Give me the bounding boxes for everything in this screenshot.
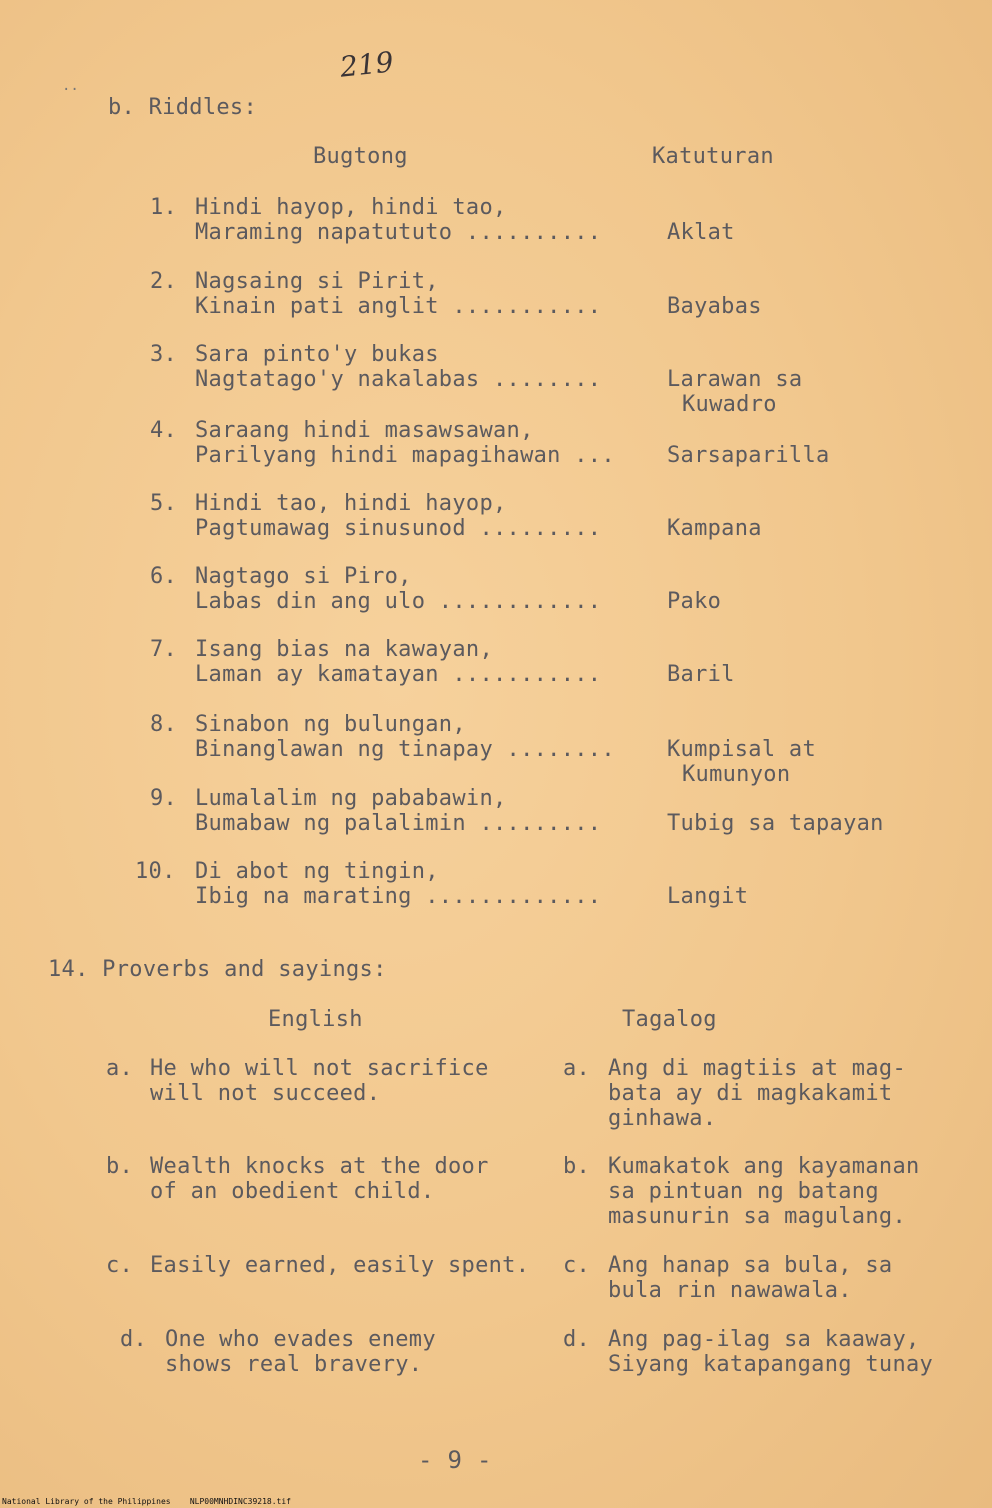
riddle-line-2: Pagtumawag sinusunod ......... bbox=[195, 516, 602, 541]
proverb-english-line: One who evades enemy bbox=[165, 1327, 436, 1352]
proverb-tagalog-line: bula rin nawawala. bbox=[608, 1278, 852, 1303]
proverb-tagalog-line: Ang pag-ilag sa kaaway, bbox=[608, 1327, 920, 1352]
riddle-line-1: Isang bias na kawayan, bbox=[195, 637, 493, 662]
riddle-answer-cont: Kuwadro bbox=[682, 392, 777, 417]
riddle-number: 2. bbox=[150, 269, 178, 294]
riddle-number: 1. bbox=[150, 195, 178, 220]
proverb-english-letter: b. bbox=[106, 1154, 134, 1179]
riddle-line-1: Nagsaing si Pirit, bbox=[195, 269, 439, 294]
proverb-tagalog-line: Ang di magtiis at mag- bbox=[608, 1056, 906, 1081]
proverb-tagalog-line: Ang hanap sa bula, sa bbox=[608, 1253, 893, 1278]
riddle-line-1: Hindi hayop, hindi tao, bbox=[195, 195, 507, 220]
riddle-answer: Tubig sa tapayan bbox=[667, 811, 884, 836]
riddle-answer: Bayabas bbox=[667, 294, 762, 319]
riddle-number: 10. bbox=[135, 859, 176, 884]
riddle-number: 4. bbox=[150, 418, 178, 443]
riddle-line-1: Saraang hindi masawsawan, bbox=[195, 418, 534, 443]
riddle-number: 5. bbox=[150, 491, 178, 516]
proverb-tagalog-line: sa pintuan ng batang bbox=[608, 1179, 879, 1204]
proverb-tagalog-letter: c. bbox=[563, 1253, 591, 1278]
proverb-english-line: Wealth knocks at the door bbox=[150, 1154, 489, 1179]
proverb-english-line: He who will not sacrifice bbox=[150, 1056, 489, 1081]
riddle-line-2: Kinain pati anglit ........... bbox=[195, 294, 602, 319]
riddle-line-1: Lumalalim ng pababawin, bbox=[195, 786, 507, 811]
riddle-answer: Kumpisal at bbox=[667, 737, 816, 762]
riddle-line-1: Di abot ng tingin, bbox=[195, 859, 439, 884]
proverb-english-line: of an obedient child. bbox=[150, 1179, 435, 1204]
riddle-answer-cont: Kumunyon bbox=[682, 762, 791, 787]
proverb-tagalog-line: ginhawa. bbox=[608, 1106, 717, 1131]
proverb-english-letter: c. bbox=[106, 1253, 134, 1278]
riddle-answer: Baril bbox=[667, 662, 735, 687]
riddle-answer: Pako bbox=[667, 589, 722, 614]
riddle-answer: Aklat bbox=[667, 220, 735, 245]
riddle-line-1: Nagtago si Piro, bbox=[195, 564, 412, 589]
riddle-line-2: Ibig na marating ............. bbox=[195, 884, 602, 909]
proverb-tagalog-line: bata ay di magkakamit bbox=[608, 1081, 893, 1106]
riddle-answer: Sarsaparilla bbox=[667, 443, 830, 468]
stray-mark: ·· bbox=[62, 82, 79, 98]
riddle-line-2: Binanglawan ng tinapay ........ bbox=[195, 737, 615, 762]
riddle-number: 6. bbox=[150, 564, 178, 589]
riddles-col-bugtong: Bugtong bbox=[313, 144, 408, 169]
proverb-english-letter: a. bbox=[106, 1056, 134, 1081]
riddle-line-2: Nagtatago'y nakalabas ........ bbox=[195, 367, 602, 392]
riddle-line-1: Hindi tao, hindi hayop, bbox=[195, 491, 507, 516]
proverb-tagalog-letter: a. bbox=[563, 1056, 591, 1081]
riddles-heading: b. Riddles: bbox=[108, 95, 257, 120]
riddle-line-2: Parilyang hindi mapagihawan ... bbox=[195, 443, 615, 468]
riddle-line-2: Bumabaw ng palalimin ......... bbox=[195, 811, 602, 836]
proverb-tagalog-line: Kumakatok ang kayamanan bbox=[608, 1154, 920, 1179]
proverb-tagalog-line: Siyang katapangang tunay bbox=[608, 1352, 934, 1377]
proverb-english-line: shows real bravery. bbox=[165, 1352, 423, 1377]
riddles-col-katuturan: Katuturan bbox=[652, 144, 774, 169]
riddle-line-1: Sinabon ng bulungan, bbox=[195, 712, 466, 737]
riddle-line-2: Laman ay kamatayan ........... bbox=[195, 662, 602, 687]
proverbs-col-english: English bbox=[268, 1007, 363, 1032]
riddle-line-1: Sara pinto'y bukas bbox=[195, 342, 439, 367]
riddle-number: 3. bbox=[150, 342, 178, 367]
proverb-english-line: will not succeed. bbox=[150, 1081, 381, 1106]
riddle-answer: Larawan sa bbox=[667, 367, 803, 392]
proverb-tagalog-letter: d. bbox=[563, 1327, 591, 1352]
proverb-english-letter: d. bbox=[120, 1327, 148, 1352]
proverbs-heading: 14. Proverbs and sayings: bbox=[48, 957, 387, 982]
riddle-number: 7. bbox=[150, 637, 178, 662]
proverb-tagalog-line: masunurin sa magulang. bbox=[608, 1204, 906, 1229]
riddle-number: 9. bbox=[150, 786, 178, 811]
riddle-line-2: Labas din ang ulo ............ bbox=[195, 589, 602, 614]
riddle-answer: Langit bbox=[667, 884, 749, 909]
proverbs-col-tagalog: Tagalog bbox=[622, 1007, 717, 1032]
proverb-english-line: Easily earned, easily spent. bbox=[150, 1253, 530, 1278]
riddle-line-2: Maraming napatututo .......... bbox=[195, 220, 602, 245]
handwritten-page-number: 219 bbox=[338, 45, 396, 84]
page-number: - 9 - bbox=[418, 1446, 492, 1474]
riddle-number: 8. bbox=[150, 712, 178, 737]
proverb-tagalog-letter: b. bbox=[563, 1154, 591, 1179]
riddle-answer: Kampana bbox=[667, 516, 762, 541]
archive-footer: National Library of the Philippines NLP00MNHDINC39218.tif bbox=[2, 1497, 291, 1506]
